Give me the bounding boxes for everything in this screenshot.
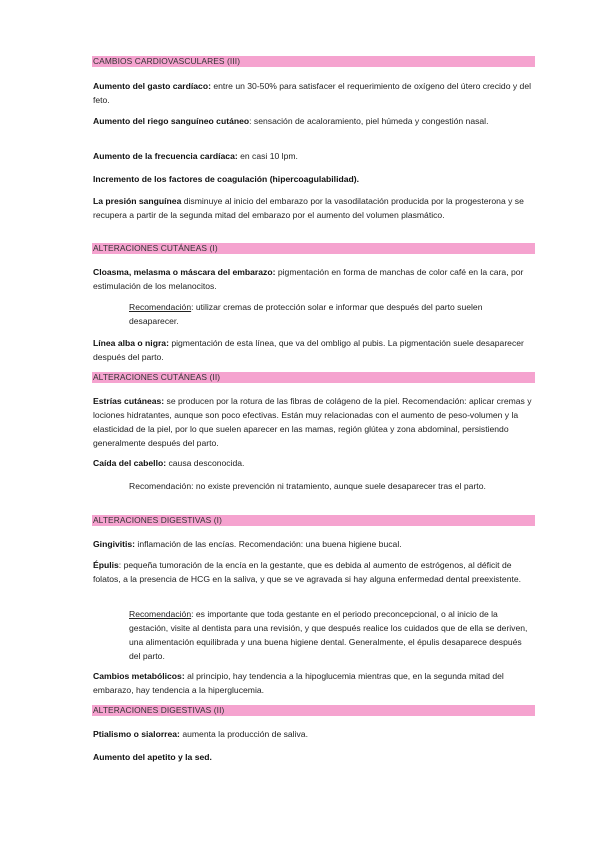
paragraph-coagulacion: Incremento de los factores de coagulación (hipercoagulabilidad). — [93, 174, 359, 184]
section-header-digestivas-2: ALTERACIONES DIGESTIVAS (II) — [92, 705, 535, 716]
section-header-cutaneas-2: ALTERACIONES CUTÁNEAS (II) — [92, 372, 535, 383]
paragraph-gingivitis: Gingivitis: inflamación de las encías. Recomendación: una buena higiene bucal. — [93, 539, 402, 549]
paragraph-cloasma: Cloasma, melasma o máscara del embarazo: pigmentación en forma de manchas de color café en la cara, por estimulación de los melanocitos. — [93, 267, 524, 291]
paragraph-caida-cabello: Caída del cabello: causa desconocida. — [93, 458, 245, 468]
paragraph-presion-sanguinea: La presión sanguínea disminuye al inicio del embarazo por la vasodilatación producida por la progesterona y se recupera a partir de la segunda mitad del embarazo por el aumento del volumen plasmático. — [93, 196, 524, 220]
paragraph-ptialismo: Ptialismo o sialorrea: aumenta la producción de saliva. — [93, 729, 308, 739]
paragraph-frecuencia-cardiaca: Aumento de la frecuencia cardíaca: en casi 10 lpm. — [93, 151, 298, 161]
recommendation-cabello: Recomendación: no existe prevención ni tratamiento, aunque suele desaparecer tras el parto. — [129, 481, 486, 491]
paragraph-riego-sanguineo: Aumento del riego sanguíneo cutáneo: sensación de acaloramiento, piel húmeda y congestión nasal. — [93, 116, 489, 126]
section-header-cardiovascular: CAMBIOS CARDIOVASCULARES (III) — [92, 56, 535, 67]
paragraph-estrias: Estrías cutáneas: se producen por la rotura de las fibras de colágeno de la piel. Recomendación: aplicar cremas y lociones hidratantes, aunque son poco efectivas. Están muy relacionadas con el aumento de peso-volumen y la elasticidad de la piel, por lo que suelen aparecer en las mamas, región glútea y zona abdominal, persistiendo generalmente después del parto. — [93, 396, 532, 448]
section-header-cutaneas-1: ALTERACIONES CUTÁNEAS (I) — [92, 243, 535, 254]
paragraph-gasto-cardiaco: Aumento del gasto cardíaco: entre un 30-50% para satisfacer el requerimiento de oxígeno del útero crecido y del feto. — [93, 81, 532, 105]
paragraph-epulis: Épulis: pequeña tumoración de la encía en la gestante, que es debida al aumento de estrógenos, al déficit de folatos, a la presencia de HCG en la saliva, y que se ve agravada si hay alguna enfermedad dental preexistente. — [93, 560, 522, 584]
section-header-digestivas-1: ALTERACIONES DIGESTIVAS (I) — [92, 515, 535, 526]
recommendation-epulis: Recomendación: es importante que toda gestante en el periodo preconcepcional, o al inicio de la gestación, visite al dentista para una revisión, y que después realice los cuidados que de ella se deriven, una alimentación equilibrada y una buena higiene dental. Generalmente, el épulis desaparece después del parto. — [129, 609, 528, 661]
paragraph-linea-alba: Línea alba o nigra: pigmentación de esta línea, que va del ombligo al pubis. La pigmentación suele desaparecer después del parto. — [93, 338, 524, 362]
recommendation-cloasma: Recomendación: utilizar cremas de protección solar e informar que después del parto suelen desaparecer. — [129, 302, 483, 326]
paragraph-cambios-metabolicos: Cambios metabólicos: al principio, hay tendencia a la hipoglucemia mientras que, en la segunda mitad del embarazo, hay tendencia a la hiperglucemia. — [93, 671, 504, 695]
paragraph-apetito-sed: Aumento del apetito y la sed. — [93, 752, 212, 762]
